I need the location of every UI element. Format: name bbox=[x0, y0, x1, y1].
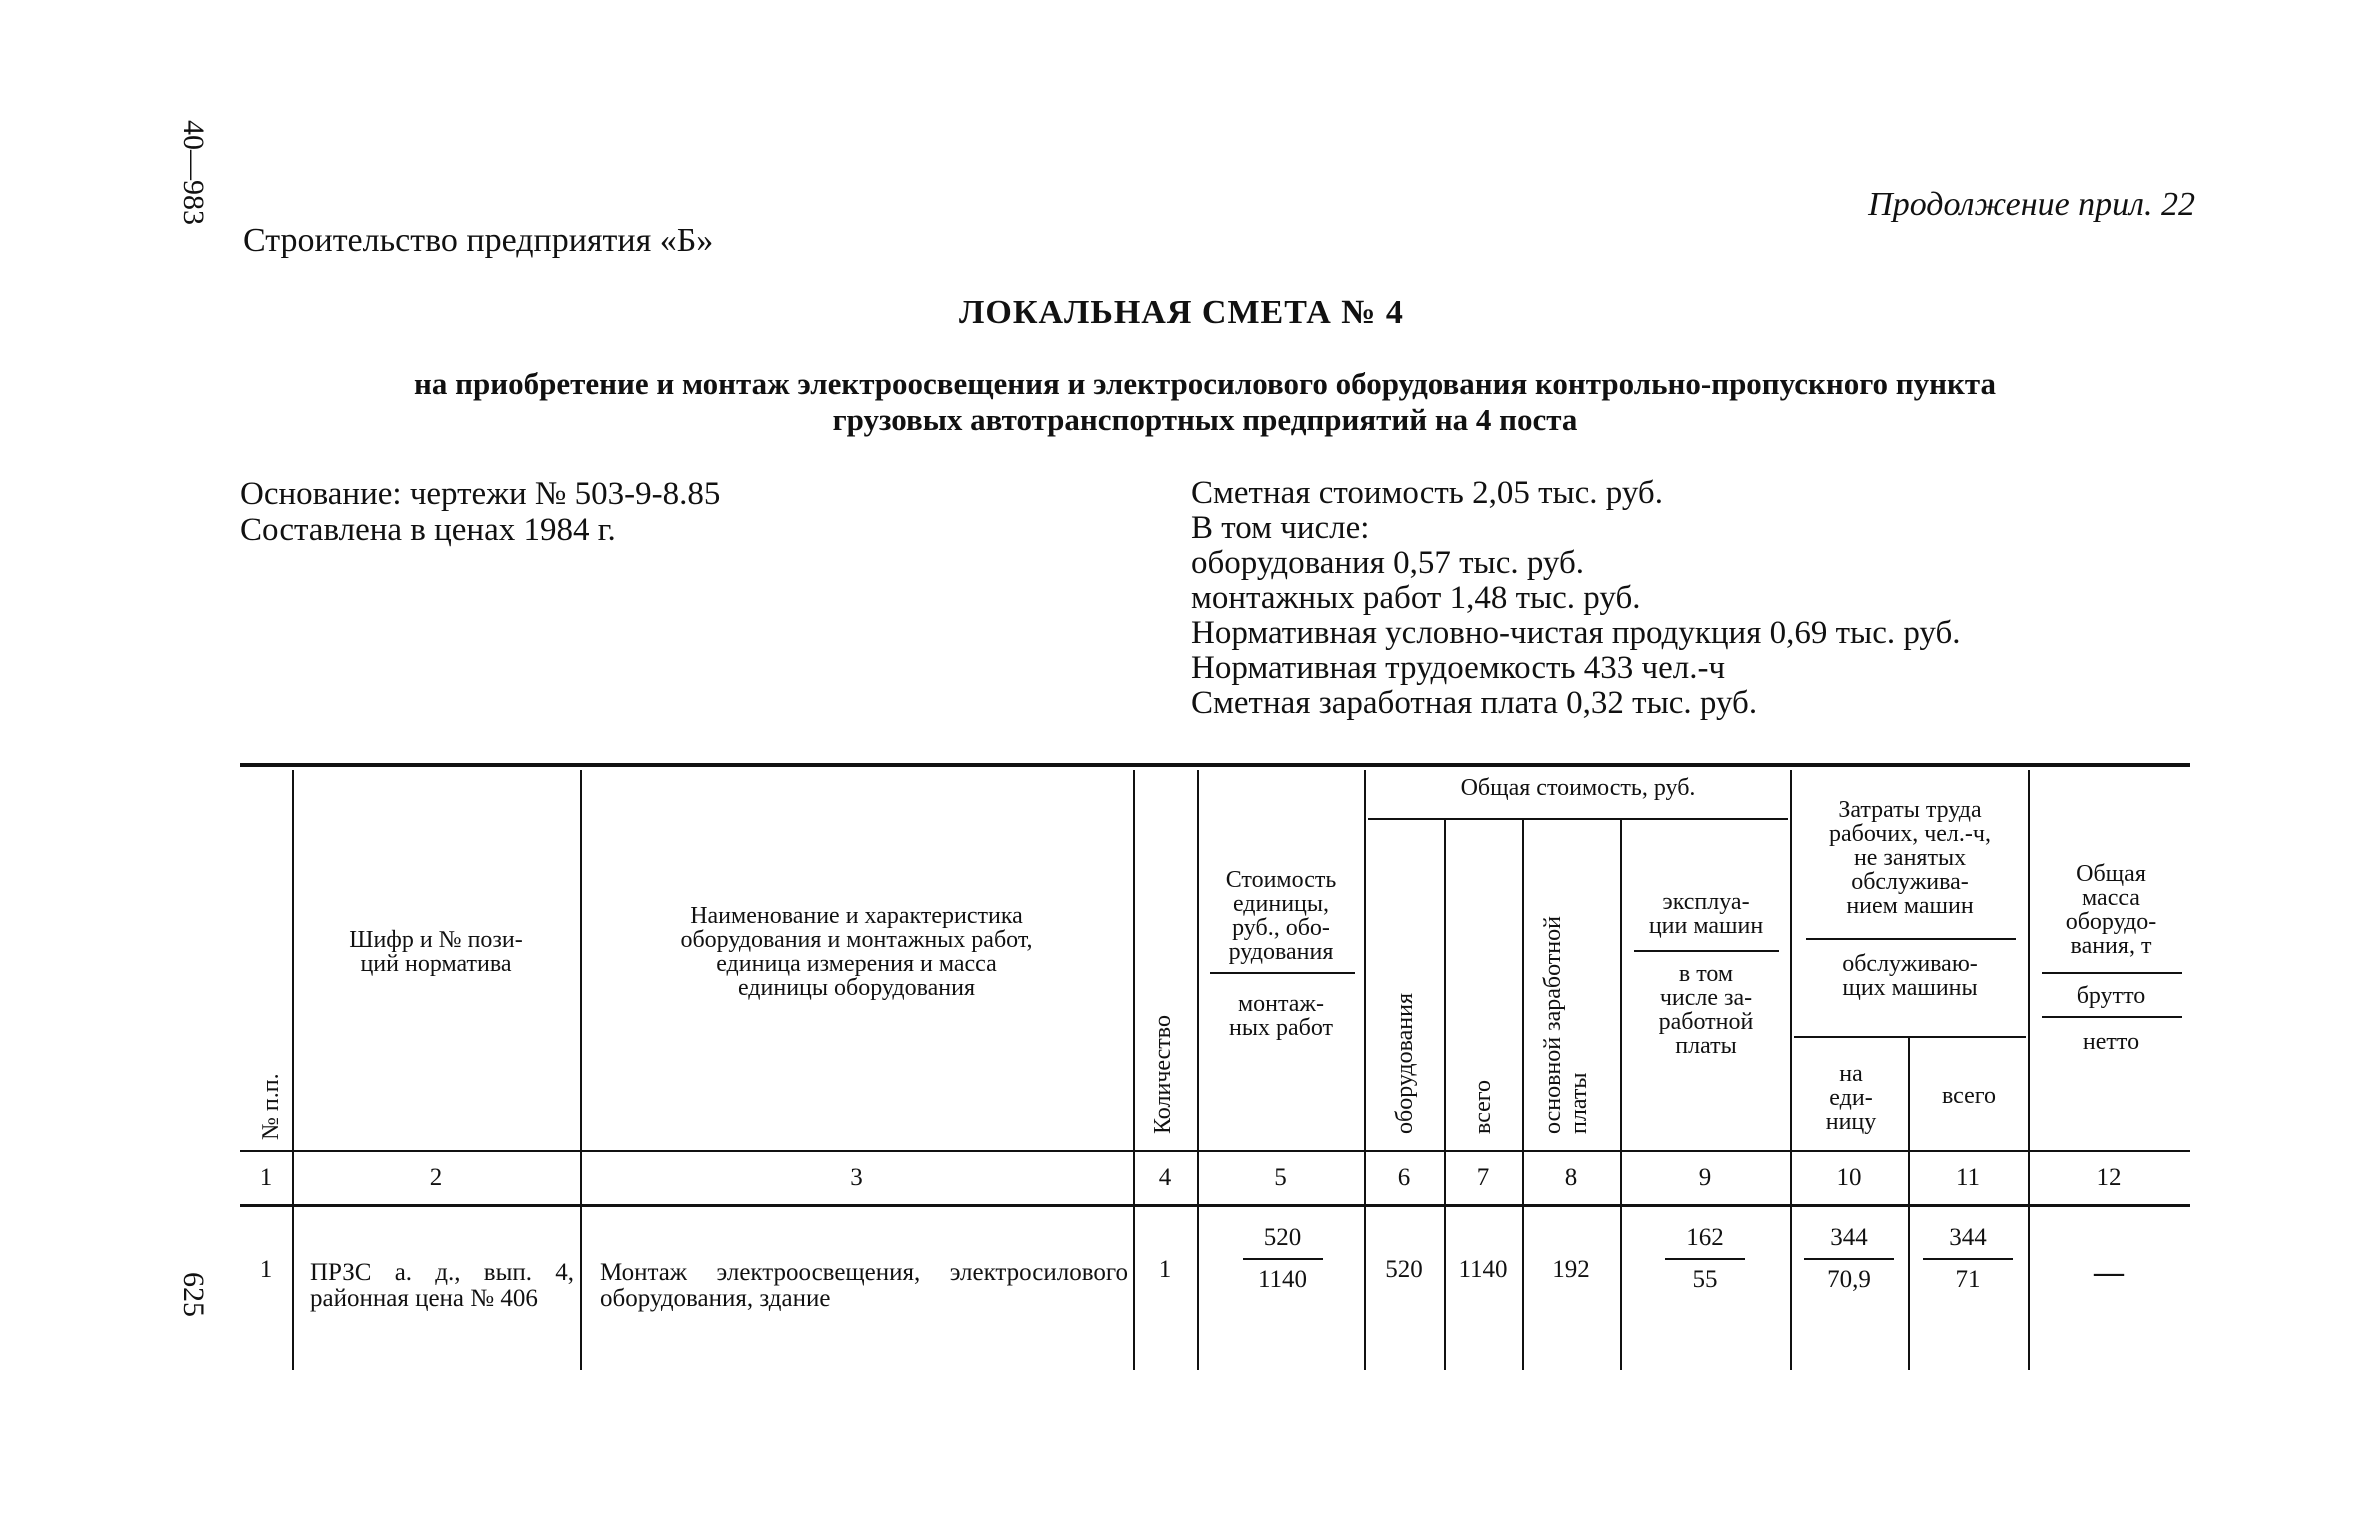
fraction-bar bbox=[1665, 1258, 1745, 1260]
col-divider bbox=[1790, 770, 1792, 1370]
header-total: всего bbox=[1470, 1079, 1496, 1134]
numbers-bottom-rule bbox=[240, 1204, 2190, 1207]
basis-block bbox=[240, 476, 720, 548]
column-number: 7 bbox=[1476, 1164, 1490, 1191]
column-number: 5 bbox=[1274, 1164, 1287, 1191]
unit-installation-value: 1140 bbox=[1257, 1266, 1308, 1293]
column-number: 10 bbox=[1836, 1164, 1862, 1191]
header-code: Шифр и № пози- ций норматива bbox=[349, 927, 523, 977]
row-labor-unit bbox=[1795, 1224, 1903, 1294]
row-name: Монтаж электроосвещения, электросилового оборудования, здание bbox=[600, 1259, 1128, 1312]
row-code: ПРЗС а. д., вып. 4, районная цена № 406 bbox=[310, 1259, 574, 1312]
row-total: 1140 bbox=[1458, 1256, 1508, 1283]
column-number: 6 bbox=[1397, 1164, 1411, 1191]
column-number: 12 bbox=[2096, 1164, 2122, 1191]
labor-unit-value: 344 bbox=[1830, 1224, 1868, 1251]
header-unit-installation: монтаж- ных работ bbox=[1228, 991, 1333, 1041]
header-mass-net: нетто bbox=[2082, 1029, 2140, 1055]
header-unit-equipment: Стоимость единицы, руб., обо- рудования bbox=[1225, 867, 1337, 965]
column-number: 2 bbox=[429, 1164, 443, 1191]
labor-total-value: 344 bbox=[1949, 1224, 1987, 1251]
header-machines-wages: в том числе за- работной платы bbox=[1658, 961, 1754, 1059]
machines-value: 162 bbox=[1686, 1224, 1724, 1251]
cost-line: Сметная стоимость 2,05 тыс. руб. bbox=[1191, 475, 1663, 511]
row-equipment-total: 520 bbox=[1385, 1256, 1423, 1283]
header-frac-rule bbox=[1210, 972, 1355, 974]
unit-equipment-value: 520 bbox=[1263, 1224, 1302, 1251]
labor-unit-operators-value: 70,9 bbox=[1827, 1266, 1871, 1293]
header-frac-rule bbox=[2042, 972, 2182, 974]
row-quantity: 1 bbox=[1158, 1256, 1172, 1283]
header-total-group: Общая стоимость, руб. bbox=[1460, 775, 1696, 801]
basis-line: Составлена в ценах 1984 г. bbox=[240, 512, 616, 548]
project-name: Строительство предприятия «Б» bbox=[243, 222, 714, 259]
col-divider bbox=[580, 770, 582, 1370]
labor-total-operators-value: 71 bbox=[1955, 1266, 1981, 1293]
column-number: 9 bbox=[1698, 1164, 1712, 1191]
header-labor-group: Затраты труда рабочих, чел.-ч, не занятых обслужива- нием машин bbox=[1829, 797, 1991, 919]
cost-line: Нормативная условно-чистая продукция 0,69 тыс. руб. bbox=[1191, 615, 1961, 651]
estimate-title: ЛОКАЛЬНАЯ СМЕТА № 4 bbox=[959, 294, 1404, 331]
table-top-rule bbox=[240, 763, 2190, 767]
col-divider bbox=[1197, 770, 1199, 1370]
col-divider bbox=[292, 770, 294, 1370]
header-quantity: Количество bbox=[1150, 1015, 1176, 1134]
document-code: 40—983 bbox=[177, 120, 210, 225]
cost-line: оборудования 0,57 тыс. руб. bbox=[1191, 545, 1585, 581]
row-labor-total bbox=[1914, 1224, 2022, 1294]
header-labor-total: всего bbox=[1941, 1083, 1997, 1109]
header-name: Наименование и характеристика оборудования и монтажных работ, единица измерения и масса единицы оборудования bbox=[680, 903, 1033, 1001]
column-number: 4 bbox=[1158, 1164, 1172, 1191]
header-frac-rule bbox=[2042, 1016, 2182, 1018]
column-number: 1 bbox=[259, 1164, 273, 1191]
cost-line: монтажных работ 1,48 тыс. руб. bbox=[1191, 580, 1641, 616]
header-mass-gross: брутто bbox=[2076, 983, 2146, 1009]
cost-line: Нормативная трудоемкость 433 чел.-ч bbox=[1191, 650, 1726, 686]
header-labor-unit: на еди- ницу bbox=[1825, 1061, 1877, 1135]
subtitle-line-1: на приобретение и монтаж электроосвещения и электросилового оборудования контрольно-пропускного пункта bbox=[414, 366, 1996, 401]
fraction-bar bbox=[1804, 1258, 1894, 1260]
estimate-subtitle bbox=[240, 366, 2170, 438]
header-bottom-rule bbox=[240, 1150, 2190, 1152]
row-mass: — bbox=[2094, 1256, 2124, 1289]
row-unit-cost bbox=[1210, 1224, 1355, 1294]
subtitle-line-2: грузовых автотранспортных предприятий на 4 поста bbox=[832, 402, 1578, 437]
header-labor-operators: обслуживаю- щих машины bbox=[1842, 951, 1978, 1001]
header-mass: Общая масса оборудо- вания, т bbox=[2065, 861, 2157, 959]
header-equipment-total: оборудования bbox=[1392, 993, 1418, 1134]
continuation-note: Продолжение прил. 22 bbox=[1868, 186, 2195, 223]
header-machines: эксплуа- ции машин bbox=[1648, 889, 1764, 939]
header-frac-rule bbox=[1806, 938, 2016, 940]
col-divider bbox=[1620, 820, 1622, 1370]
fraction-bar bbox=[1923, 1258, 2013, 1260]
machines-wages-value: 55 bbox=[1692, 1266, 1718, 1293]
row-number: 1 bbox=[259, 1256, 273, 1283]
row-wages: 192 bbox=[1552, 1256, 1590, 1283]
cost-summary bbox=[1191, 476, 1961, 721]
column-number: 8 bbox=[1564, 1164, 1578, 1191]
header-wages: основной заработной платы bbox=[1540, 916, 1592, 1134]
page-number: 625 bbox=[177, 1272, 210, 1317]
row-machines bbox=[1630, 1224, 1780, 1294]
cost-line: Сметная заработная плата 0,32 тыс. руб. bbox=[1191, 685, 1758, 721]
column-number: 11 bbox=[1955, 1164, 1981, 1191]
fraction-bar bbox=[1243, 1258, 1323, 1260]
col-divider bbox=[1444, 820, 1446, 1370]
header-frac-rule bbox=[1634, 950, 1779, 952]
header-col-number: № п.п. bbox=[258, 1073, 284, 1140]
col-divider bbox=[1522, 820, 1524, 1370]
column-number: 3 bbox=[850, 1164, 863, 1191]
group-rule bbox=[1794, 1036, 2026, 1038]
cost-line: В том числе: bbox=[1191, 510, 1370, 546]
basis-line: Основание: чертежи № 503-9-8.85 bbox=[240, 476, 721, 512]
group-rule bbox=[1368, 818, 1788, 820]
